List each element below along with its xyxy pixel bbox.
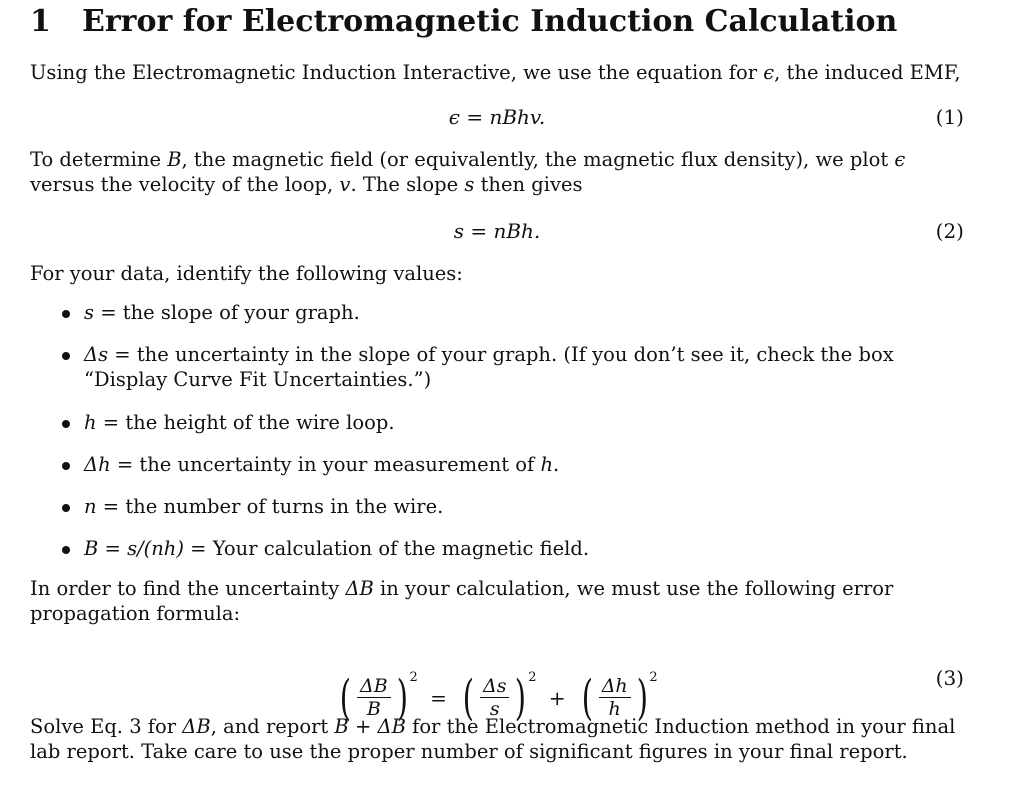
equation-2: [30, 216, 964, 246]
p5-expr: B + ΔB: [334, 715, 406, 738]
frac1-denominator: B: [366, 698, 381, 720]
equation-1-body: ϵ = nBhv.: [448, 105, 546, 129]
bullet-equals: =: [183, 537, 213, 560]
p2-text-2: , the magnetic field (or equivalently, the magnetic flux density), we plot: [181, 148, 895, 171]
p2-eps: ϵ: [894, 148, 906, 171]
p2-text-1: To determine: [30, 148, 168, 171]
p4-text-1: In order to find the uncertainty: [30, 577, 346, 600]
power-3: 2: [649, 670, 658, 685]
p2-B: B: [167, 148, 182, 171]
eq1-rhs: nBhv.: [489, 105, 546, 129]
frac2-denominator: s: [489, 698, 500, 720]
emf-symbol: ϵ: [763, 61, 775, 84]
section-title: Error for Electromagnetic Induction Calculation: [82, 4, 898, 39]
p5-dB: ΔB: [182, 715, 211, 738]
p5-text-1: Solve Eq. 3 for: [30, 715, 183, 738]
p5-text-3: for the Electromagnetic Induction method in your final lab report. Take care to use the proper number of significant figures in your final report.: [30, 715, 956, 763]
bullet-dot: [62, 352, 70, 360]
bullet-symbol: n: [84, 495, 97, 518]
frac1-numerator: ΔB: [357, 675, 391, 698]
eq2-lhs: s: [453, 219, 464, 243]
power-1: 2: [409, 670, 418, 685]
p2-text-3: versus the velocity of the loop,: [30, 173, 340, 196]
bullet-dot: [62, 504, 70, 512]
p4-text-2: in your calculation, we must use the following error propagation formula:: [30, 577, 894, 625]
bullet-symbol: B = s/(nh): [84, 537, 184, 560]
bullet-equals: =: [96, 411, 126, 434]
equals-sign: =: [430, 685, 447, 710]
frac3-denominator: h: [608, 698, 621, 720]
p4-dB: ΔB: [345, 577, 374, 600]
bullet-dot: [62, 546, 70, 554]
right-paren: ): [396, 669, 408, 726]
equation-2-tag: (2): [935, 219, 964, 243]
p2-s: s: [464, 173, 475, 196]
paragraph-3: For your data, identify the following values:: [30, 262, 463, 285]
bullet-symbol: s: [84, 301, 95, 324]
bullet-text: the slope of your graph.: [122, 301, 360, 324]
paragraph-2: [30, 147, 970, 197]
bullet-symbol: Δs: [84, 343, 109, 366]
bullet-symbol: h: [84, 411, 97, 434]
plus-sign: +: [548, 685, 566, 710]
right-paren: ): [636, 669, 648, 726]
bullet-text: the number of turns in the wire.: [125, 495, 444, 518]
left-paren: (: [581, 669, 593, 726]
section-heading: [30, 2, 897, 42]
right-paren: ): [515, 669, 527, 726]
section-number: 1: [30, 4, 51, 39]
equation-3-tag: (3): [935, 666, 964, 690]
equation-1-tag: (1): [935, 105, 964, 129]
bullet-text: the height of the wire loop.: [125, 411, 395, 434]
left-paren: (: [340, 669, 352, 726]
p5-text-2: , and report: [210, 715, 335, 738]
p2-v: v: [339, 173, 351, 196]
bullet-text: the uncertainty in the slope of your graph. (If you don’t see it, check the box “Display Curve Fit Uncertainties.”): [84, 343, 894, 391]
bullet-dot: [62, 420, 70, 428]
bullet-text: the uncertainty in your measurement of: [139, 453, 541, 476]
bullet-equals: =: [94, 301, 123, 324]
intro-text-end: , the induced EMF,: [774, 61, 961, 84]
bullet-tail: .: [553, 453, 560, 476]
equation-2-body: s = nBh.: [453, 219, 541, 243]
eq1-lhs: ϵ: [448, 105, 460, 129]
bullet-equals: =: [96, 495, 126, 518]
intro-text: Using the Electromagnetic Induction Interactive, we use the equation for: [30, 61, 764, 84]
paragraph-5: [30, 714, 970, 764]
bullet-symbol: Δh: [84, 453, 111, 476]
p2-text-4: . The slope: [350, 173, 465, 196]
equation-3: [30, 648, 964, 726]
bullet-equals: =: [110, 453, 140, 476]
left-paren: (: [462, 669, 475, 726]
bullet-dot: [62, 462, 70, 470]
eq2-rhs: nBh.: [493, 219, 541, 243]
paragraph-4: [30, 576, 970, 626]
bullet-equals: =: [108, 343, 137, 366]
bullet-text: Your calculation of the magnetic field.: [212, 537, 590, 560]
power-2: 2: [528, 670, 537, 685]
p2-text-5: then gives: [474, 173, 583, 196]
intro-paragraph: [30, 60, 970, 85]
equation-1: [30, 102, 964, 132]
bullet-tail-symbol: h: [540, 453, 554, 476]
frac2-numerator: Δs: [480, 675, 509, 698]
frac3-numerator: Δh: [599, 675, 631, 698]
bullet-dot: [62, 310, 70, 318]
